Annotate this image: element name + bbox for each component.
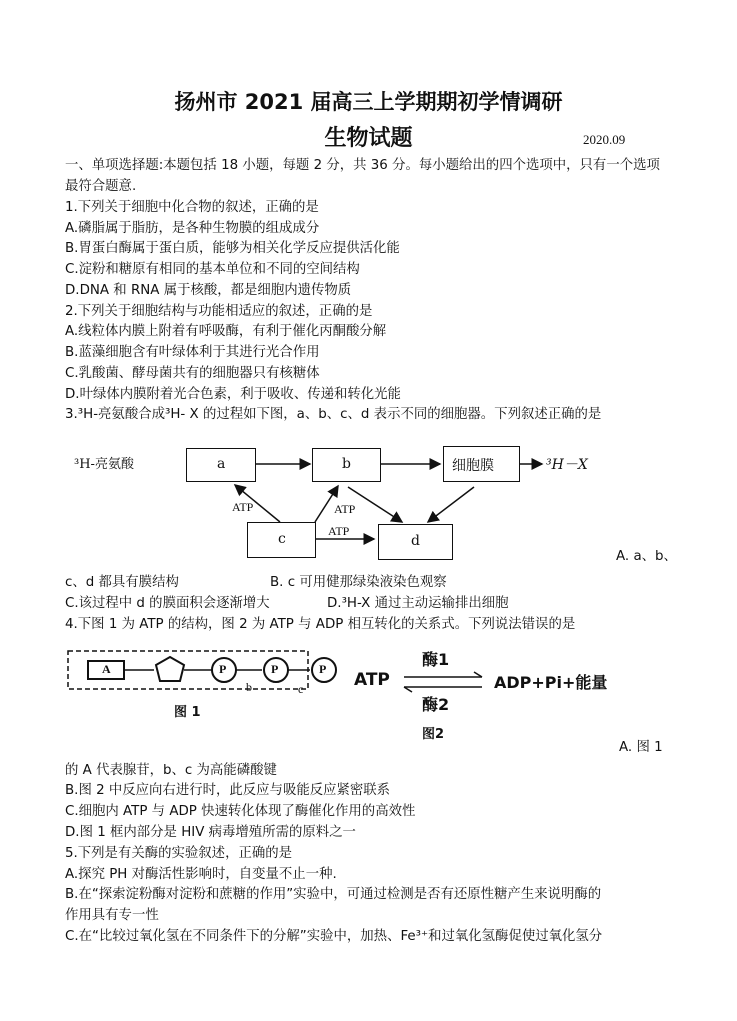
question-3-option-b: B. c 可用健那绿染液染色观察	[270, 575, 447, 590]
question-2-option-d: D.叶绿体内膜附着光合色素，利于吸收、传递和转化光能	[65, 387, 401, 402]
subject-title: 生物试题	[324, 126, 413, 151]
question-5-option-b: B.在“探索淀粉酶对淀粉和蔗糖的作用”实验中，可通过检测是否有还原性糖产生来说明酶的	[65, 887, 602, 902]
cell-membrane-box	[443, 446, 520, 482]
cell-membrane-label: 细胞膜	[452, 458, 494, 474]
enzyme-2-label: 酶2	[422, 695, 450, 714]
question-3-option-a-cont: c、d 都具有膜结构	[65, 575, 179, 590]
atp-adp-conversion-figure	[354, 645, 624, 745]
question-5-option-a: A.探究 PH 对酶活性影响时，自变量不止一种.	[65, 867, 337, 882]
atp-text: ATP	[354, 670, 390, 690]
question-1-option-d: D.DNA 和 RNA 属于核酸，都是细胞内遗传物质	[65, 283, 352, 298]
atp-label-2: ATP	[334, 502, 356, 516]
section-intro: 一、单项选择题:本题包括 18 小题，每题 2 分，共 36 分。每小题给出的四个选项中，只有一个选项	[65, 158, 660, 173]
atp-label-3: ATP	[328, 524, 350, 538]
figure-2-caption: 图2	[422, 727, 445, 742]
organelle-b-label: b	[342, 456, 351, 472]
organelle-d-box	[378, 524, 453, 560]
question-1-option-b: B.胃蛋白酶属于蛋白质，能够为相关化学反应提供活化能	[65, 241, 400, 256]
organelle-c-box	[247, 522, 316, 558]
question-3-option-a-start: A. a、b、	[616, 549, 677, 564]
atp-label-1: ATP	[232, 500, 254, 514]
question-2-option-a: A.线粒体内膜上附着有呼吸酶，有利于催化丙酮酸分解	[65, 324, 387, 339]
question-4-option-a-cont: 的 A 代表腺苷，b、c 为高能磷酸键	[65, 763, 277, 778]
adenosine-label: A	[102, 662, 111, 676]
phosphate-2-label: P	[271, 662, 279, 676]
question-1-option-c: C.淀粉和糖原有相同的基本单位和不同的空间结构	[65, 262, 360, 277]
question-2-option-b: B.蓝藻细胞含有叶绿体利于其进行光合作用	[65, 345, 320, 360]
question-4-option-a-start: A. 图 1	[619, 740, 663, 755]
question-5-option-c: C.在“比较过氧化氢在不同条件下的分解”实验中，加热、Fe³⁺和过氧化氢酶促使过氧化氢分	[65, 929, 603, 944]
question-5-option-b-cont: 作用具有专一性	[65, 908, 159, 923]
section-intro-cont: 最符合题意.	[65, 179, 137, 194]
question-3-option-d: D.³H-X 通过主动运输排出细胞	[327, 596, 509, 611]
question-3-stem: 3.³H-亮氨酸合成³H- X 的过程如下图，a、b、c、d 表示不同的细胞器。下列叙述正确的是	[65, 407, 602, 422]
question-4-stem: 4.下图 1 为 ATP 的结构，图 2 为 ATP 与 ADP 相互转化的关系式。下列说法错误的是	[65, 617, 576, 632]
atp-structure-shapes	[66, 645, 356, 723]
bond-c-label: c	[298, 682, 304, 696]
page-title: 扬州市 2021 届高三上学期期初学情调研	[174, 90, 563, 114]
phosphate-3-label: P	[319, 662, 327, 676]
question-2-option-c: C.乳酸菌、酵母菌共有的细胞器只有核糖体	[65, 366, 320, 381]
phosphate-1-label: P	[219, 662, 227, 676]
bond-b-label: b	[246, 680, 252, 694]
output-label: ³H－X	[546, 457, 588, 473]
organelle-c-label: c	[278, 531, 286, 547]
question-2-stem: 2.下列关于细胞结构与功能相适应的叙述，正确的是	[65, 304, 373, 319]
question-3-option-c: C.该过程中 d 的膜面积会逐渐增大	[65, 596, 270, 611]
organelle-b-box	[312, 448, 381, 482]
question-4-option-c: C.细胞内 ATP 与 ADP 快速转化体现了酶催化作用的高效性	[65, 804, 416, 819]
enzyme-1-label: 酶1	[422, 650, 450, 669]
organelle-a-label: a	[217, 456, 226, 472]
question-4-option-b: B.图 2 中反应向右进行时，此反应与吸能反应紧密联系	[65, 783, 391, 798]
exam-date: 2020.09	[583, 132, 626, 147]
atp-structure-figure	[66, 645, 356, 723]
question-5-stem: 5.下列是有关酶的实验叙述，正确的是	[65, 846, 293, 861]
adp-products-text: ADP+Pi+能量	[494, 673, 608, 692]
organelle-a-box	[186, 448, 256, 482]
figure-1-caption: 图 1	[174, 705, 201, 720]
question-4-option-d: D.图 1 框内部分是 HIV 病毒增殖所需的原料之一	[65, 825, 356, 840]
input-label: ³H-亮氨酸	[74, 457, 134, 472]
organelle-d-label: d	[411, 533, 420, 549]
question-1-stem: 1.下列关于细胞中化合物的叙述，正确的是	[65, 200, 319, 215]
organelle-flow-diagram	[70, 440, 630, 570]
question-1-option-a: A.磷脂属于脂肪，是各种生物膜的组成成分	[65, 221, 320, 236]
